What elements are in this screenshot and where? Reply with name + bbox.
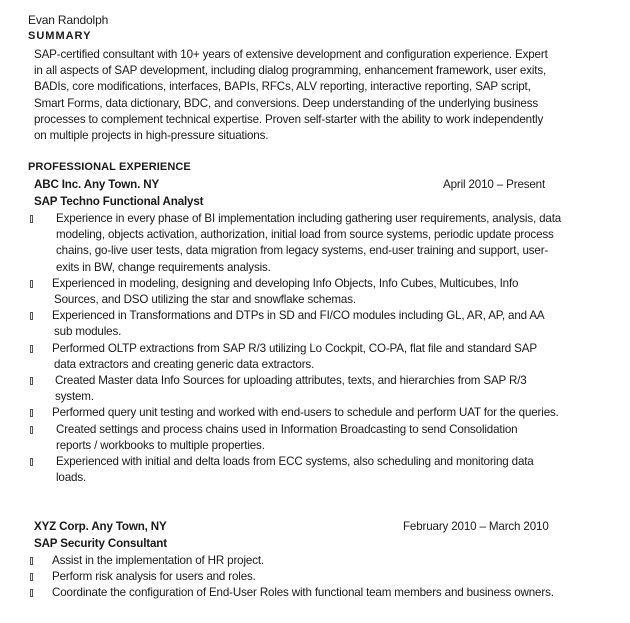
bullet-line: Experience in every phase of BI implementation including gathering user requirements, analysis, data — [56, 212, 562, 225]
bullet-line: Perform risk analysis for users and roles. — [52, 570, 256, 584]
bullet-icon — [30, 573, 33, 581]
bullet-icon — [30, 426, 33, 434]
job-company: ABC Inc. Any Town. NY — [34, 178, 160, 191]
summary-paragraph — [34, 47, 548, 144]
job-dates: February 2010 – March 2010 — [403, 520, 549, 533]
job-company: XYZ Corp. Any Town, NY — [34, 520, 167, 533]
summary-line: Smart Forms, data dictionary, BDC, and conversions. Deep understanding of the underlying business — [34, 96, 539, 110]
bullet-icon — [30, 215, 33, 223]
summary-line: processes to complement technical expertise. Proven self-starter with the ability to work independently — [34, 112, 544, 126]
bullet-item — [30, 569, 554, 585]
bullet-line: exits in BW, change requirements analysis. — [56, 260, 271, 274]
bullet-icon — [30, 345, 33, 353]
bullet-line: loads. — [56, 471, 87, 485]
bullet-item — [30, 276, 561, 308]
bullet-icon — [30, 458, 33, 466]
bullet-item — [30, 585, 554, 601]
bullet-line: Performed OLTP extractions from SAP R/3 utilizing Lo Cockpit, CO-PA, flat file and standard SAP — [52, 341, 537, 355]
job-bullet-list — [30, 211, 561, 486]
bullet-icon — [30, 377, 33, 385]
bullet-line: reports / workbooks to multiple properties. — [56, 438, 265, 452]
bullet-line: system. — [55, 390, 94, 404]
bullet-line: Created settings and process chains used in Information Broadcasting to send Consolidation — [56, 422, 518, 436]
bullet-item — [30, 553, 554, 569]
job-dates: April 2010 – Present — [443, 178, 546, 191]
bullet-item — [30, 422, 561, 454]
bullet-item — [30, 211, 561, 276]
bullet-line: data extractors and creating generic data extractors. — [54, 357, 315, 371]
bullet-icon — [30, 312, 33, 320]
bullet-line: Coordinate the configuration of End-User Roles with functional team members and business owners. — [52, 586, 554, 600]
bullet-icon — [30, 589, 33, 597]
summary-heading: SUMMARY — [28, 30, 92, 42]
bullet-item — [30, 308, 561, 340]
bullet-item — [30, 373, 561, 405]
bullet-line: modeling, objects activation, authorization, initial load from source systems, periodic update process — [56, 228, 554, 242]
bullet-item — [30, 454, 561, 486]
bullet-item — [30, 341, 561, 373]
bullet-icon — [30, 409, 33, 417]
bullet-line: Sources, and DSO utilizing the star and snowflake schemas. — [54, 293, 356, 307]
job-title: SAP Techno Functional Analyst — [34, 195, 204, 208]
bullet-line: chains, go-live user tests, data migration from legacy systems, end-user training and support, user- — [56, 244, 549, 258]
bullet-line: sub modules. — [54, 325, 122, 339]
bullet-icon — [30, 280, 33, 288]
candidate-name: Evan Randolph — [28, 13, 109, 27]
bullet-line: Experienced in Transformations and DTPs in SD and FI/CO modules including GL, AR, AP, and AA — [52, 309, 545, 323]
summary-line: SAP-certified consultant with 10+ years of extensive development and configuration experience. Expert — [34, 48, 548, 61]
summary-line: in all aspects of SAP development, including dialog programming, enhancement framework, user exits, — [34, 64, 547, 78]
bullet-icon — [30, 557, 33, 565]
bullet-line: Created Master data Info Sources for uploading attributes, texts, and hierarchies from SAP R/3 — [55, 374, 527, 388]
bullet-item — [30, 405, 561, 421]
job-title: SAP Security Consultant — [34, 537, 167, 550]
job-bullet-list — [30, 553, 554, 602]
bullet-line: Experienced with initial and delta loads from ECC systems, also scheduling and monitoring data — [56, 455, 534, 469]
bullet-line: Experienced in modeling, designing and developing Info Objects, Info Cubes, Multicubes, Info — [52, 276, 519, 290]
summary-line: BADIs, core modifications, interfaces, BAPIs, RFCs, ALV reporting, interactive reporting, SAP script, — [34, 80, 531, 94]
bullet-line: Assist in the implementation of HR project. — [52, 554, 264, 567]
experience-heading: PROFESSIONAL EXPERIENCE — [28, 161, 191, 173]
summary-line: on multiple projects in high-pressure situations. — [34, 129, 269, 143]
bullet-line: Performed query unit testing and worked with end-users to schedule and perform UAT for the queries. — [52, 406, 559, 420]
